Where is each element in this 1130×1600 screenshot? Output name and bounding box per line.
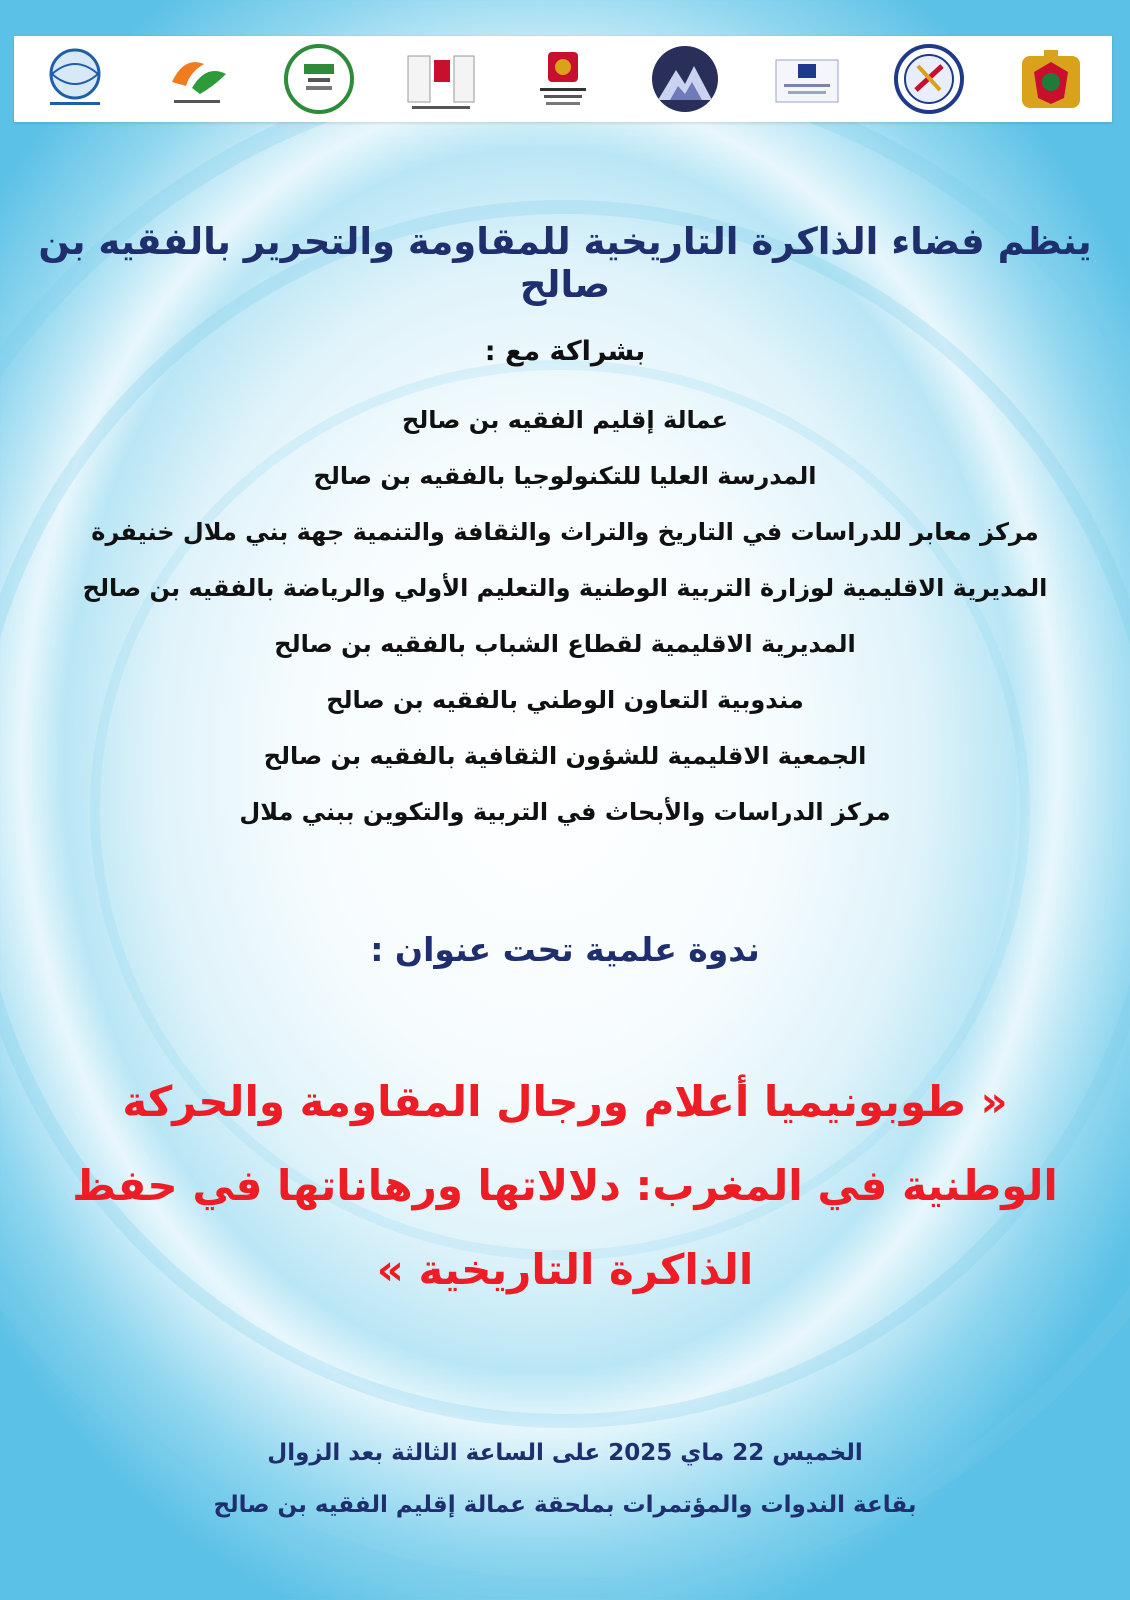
event-venue: بقاعة الندوات والمؤتمرات بملحقة عمالة إقليم الفقيه بن صالح xyxy=(213,1492,917,1518)
list-item: المديرية الاقليمية لوزارة التربية الوطنية والتعليم الأولي والرياضة بالفقيه بن صالح xyxy=(82,574,1048,602)
event-date: الخميس 22 ماي 2025 على الساعة الثالثة بعد الزوال xyxy=(267,1440,863,1466)
list-item: مندوبية التعاون الوطني بالفقيه بن صالح xyxy=(326,686,804,714)
list-item: المدرسة العليا للتكنولوجيا بالفقيه بن صالح xyxy=(313,462,817,490)
crefr-center-logo xyxy=(38,42,112,116)
symposium-topic xyxy=(20,1060,1110,1312)
hct-resistance-space-logo xyxy=(892,42,966,116)
list-item: عمالة إقليم الفقيه بن صالح xyxy=(401,406,729,434)
list-item: الجمعية الاقليمية للشؤون الثقافية بالفقيه بن صالح xyxy=(263,742,867,770)
partners-list xyxy=(20,392,1110,840)
royal-coat-of-arms-logo xyxy=(1014,42,1088,116)
topic-line: الوطنية في المغرب: دلالاتها ورهاناتها في حفظ xyxy=(72,1161,1058,1210)
symposium-label: ندوة علمية تحت عنوان : xyxy=(370,930,760,969)
province-logo xyxy=(404,42,478,116)
maaber-center-logo xyxy=(648,42,722,116)
list-item: المديرية الاقليمية لقطاع الشباب بالفقيه بن صالح xyxy=(274,630,856,658)
list-item: مركز معابر للدراسات في التاريخ والتراث والثقافة والتنمية جهة بني ملال خنيفرة xyxy=(91,518,1039,546)
partners-heading: بشراكة مع : xyxy=(484,336,646,367)
national-cooperation-logo xyxy=(282,42,356,116)
list-item: مركز الدراسات والأبحاث في التربية والتكوين ببني ملال xyxy=(239,798,891,826)
organizer-title: ينظم فضاء الذاكرة التاريخية للمقاومة والتحرير بالفقيه بن صالح xyxy=(38,220,1092,306)
education-ministry-logo xyxy=(526,42,600,116)
topic-line: « طوبونيميا أعلام ورجال المقاومة والحركة xyxy=(122,1077,1008,1126)
partner-logos-bar xyxy=(14,36,1112,122)
topic-line: الذاكرة التاريخية » xyxy=(376,1245,754,1294)
est-school-logo xyxy=(770,42,844,116)
youth-sector-logo xyxy=(160,42,234,116)
